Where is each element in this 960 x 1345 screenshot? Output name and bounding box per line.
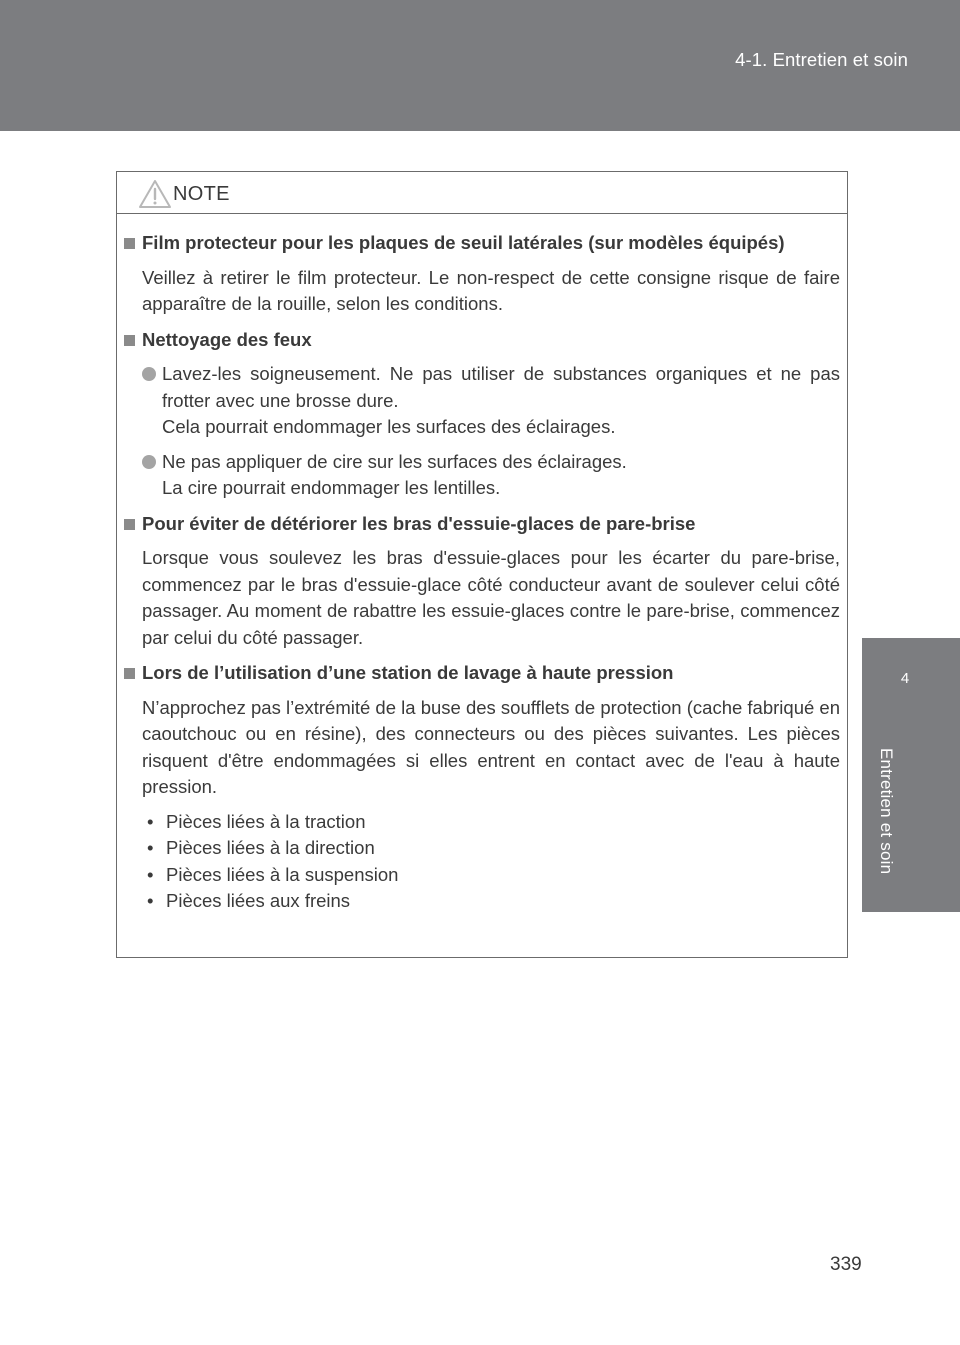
list-item: Ne pas appliquer de cire sur les surfaces des éclairages. La cire pourrait endommager les lentilles. bbox=[124, 449, 840, 502]
list-item: • Pièces liées aux freins bbox=[142, 888, 840, 915]
circle-bullet-icon bbox=[142, 455, 156, 469]
section-paragraph: Veillez à retirer le film protecteur. Le non-respect de cette consigne risque de faire apparaître de la rouille, selon les conditions. bbox=[142, 266, 840, 314]
section-heading: Pour éviter de détériorer les bras d'essuie-glaces de pare-brise bbox=[124, 511, 840, 538]
section-paragraph: Lorsque vous soulevez les bras d'essuie-glaces pour les écarter du pare-brise, commencez par le bras d'essuie-glace côté conducteur avant de soulever celui côté passager. Au moment de rabattre les essuie-glaces contre le pare-brise, commencez par celui du côté passager. bbox=[142, 547, 840, 648]
warning-triangle-icon bbox=[138, 179, 172, 209]
square-bullet-icon bbox=[124, 668, 135, 679]
section-heading: Lors de l’utilisation d’une station de lavage à haute pression bbox=[124, 660, 840, 687]
parts-list bbox=[124, 809, 840, 915]
list-item: • Pièces liées à la traction bbox=[142, 809, 840, 836]
note-title: NOTE bbox=[173, 183, 230, 205]
section-heading: Film protecteur pour les plaques de seuil latérales (sur modèles équipés) bbox=[124, 230, 840, 257]
square-bullet-icon bbox=[124, 238, 135, 249]
page-number: 339 bbox=[830, 1254, 862, 1275]
section-title: 4-1. Entretien et soin bbox=[735, 49, 908, 70]
header-band bbox=[0, 0, 960, 131]
list-item: Lavez-les soigneusement. Ne pas utiliser de substances organiques et ne pas frotter avec une brosse dure. Cela pourrait endommager les surfaces des éclairages. bbox=[124, 361, 840, 441]
note-content bbox=[124, 230, 840, 915]
square-bullet-icon bbox=[124, 335, 135, 346]
chapter-number: 4 bbox=[900, 670, 910, 687]
list-item: • Pièces liées à la direction bbox=[142, 835, 840, 862]
section-heading: Nettoyage des feux bbox=[124, 327, 840, 354]
chapter-label: Entretien et soin bbox=[877, 748, 896, 875]
note-header bbox=[117, 172, 847, 214]
list-item: • Pièces liées à la suspension bbox=[142, 862, 840, 889]
square-bullet-icon bbox=[124, 519, 135, 530]
section-paragraph: N’approchez pas l’extrémité de la buse des soufflets de protection (cache fabriqué en caoutchouc ou en résine), des connecteurs ou des pièces suivantes. Les pièces risquent d'être endommagées si elles entrent en contact avec de l'eau à haute pression. bbox=[142, 696, 840, 797]
note-box bbox=[116, 171, 848, 958]
circle-bullet-icon bbox=[142, 367, 156, 381]
